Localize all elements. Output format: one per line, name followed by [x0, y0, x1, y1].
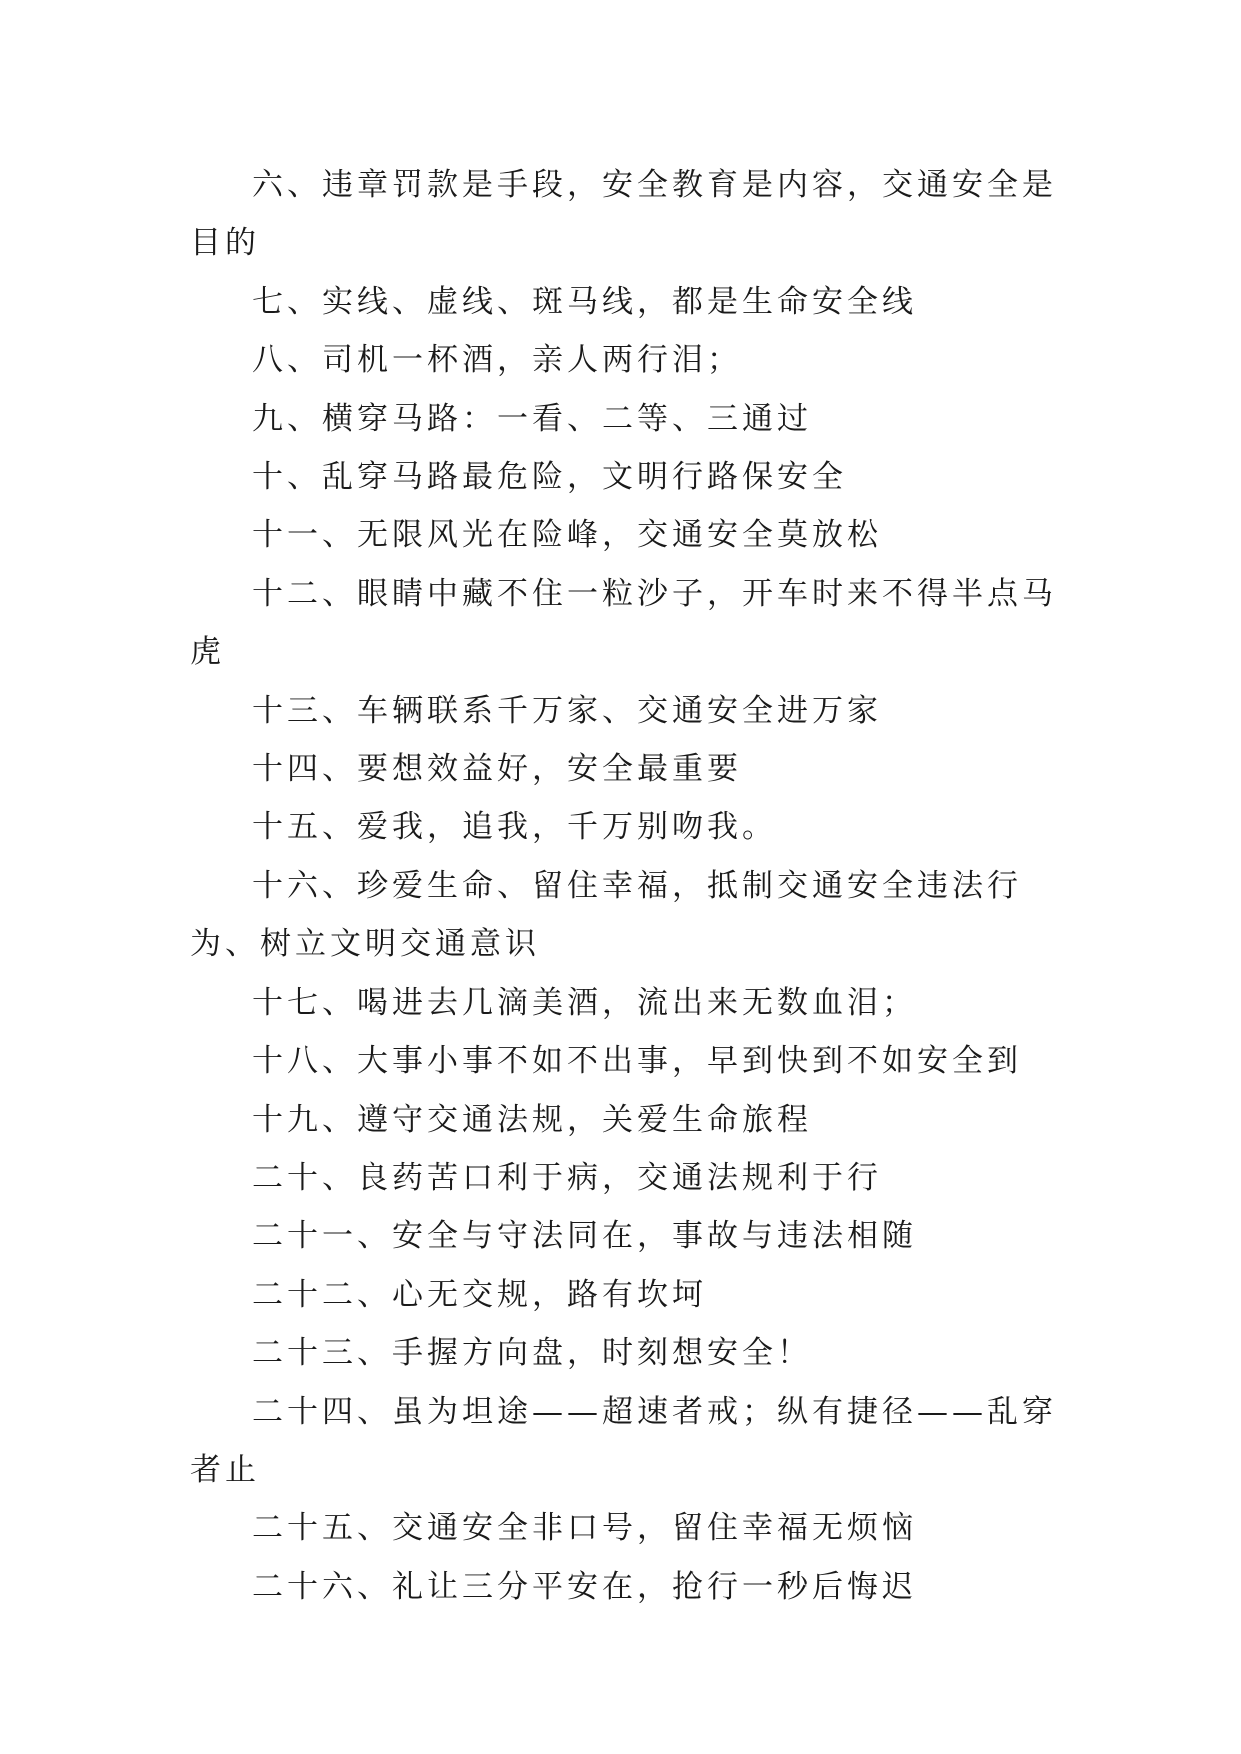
slogan-item: 十二、眼睛中藏不住一粒沙子，开车时来不得半点马虎: [190, 575, 1057, 671]
slogan-item: 六、违章罚款是手段，安全教育是内容，交通安全是目的: [190, 167, 1057, 262]
slogan-item: 十一、无限风光在险峰，交通安全莫放松: [252, 517, 882, 554]
slogan-item: 二十、良药苦口利于病，交通法规利于行: [252, 1159, 882, 1196]
slogan-item: 二十六、礼让三分平安在，抢行一秒后悔迟: [252, 1568, 917, 1605]
slogan-item: 二十一、安全与守法同在，事故与违法相随: [252, 1218, 917, 1255]
slogan-item: 二十四、虽为坦途——超速者戒；纵有捷径——乱穿者止: [190, 1393, 1057, 1488]
slogan-item: 十八、大事小事不如不出事，早到快到不如安全到: [252, 1043, 1022, 1080]
slogan-list: [190, 156, 1070, 1616]
slogan-item: 二十二、心无交规，路有坎坷: [252, 1276, 707, 1313]
slogan-item: 十七、喝进去几滴美酒，流出来无数血泪；: [252, 984, 917, 1021]
slogan-item: 二十五、交通安全非口号，留住幸福无烦恼: [252, 1510, 917, 1547]
slogan-item: 九、横穿马路：一看、二等、三通过: [252, 400, 812, 437]
slogan-item: 七、实线、虚线、斑马线，都是生命安全线: [252, 283, 917, 320]
slogan-item: 二十三、手握方向盘，时刻想安全！: [252, 1335, 812, 1372]
slogan-item: 十、乱穿马路最危险，文明行路保安全: [252, 459, 847, 496]
slogan-item: 十四、要想效益好，安全最重要: [252, 751, 742, 788]
slogan-item: 十三、车辆联系千万家、交通安全进万家: [252, 692, 882, 729]
slogan-item: 十六、珍爱生命、留住幸福，抵制交通安全违法行为、树立文明交通意识: [190, 867, 1022, 963]
slogan-item: 十五、爱我，追我，千万别吻我。: [252, 809, 777, 846]
slogan-item: 十九、遵守交通法规，关爱生命旅程: [252, 1101, 812, 1138]
slogan-item: 八、司机一杯酒，亲人两行泪；: [252, 342, 742, 379]
